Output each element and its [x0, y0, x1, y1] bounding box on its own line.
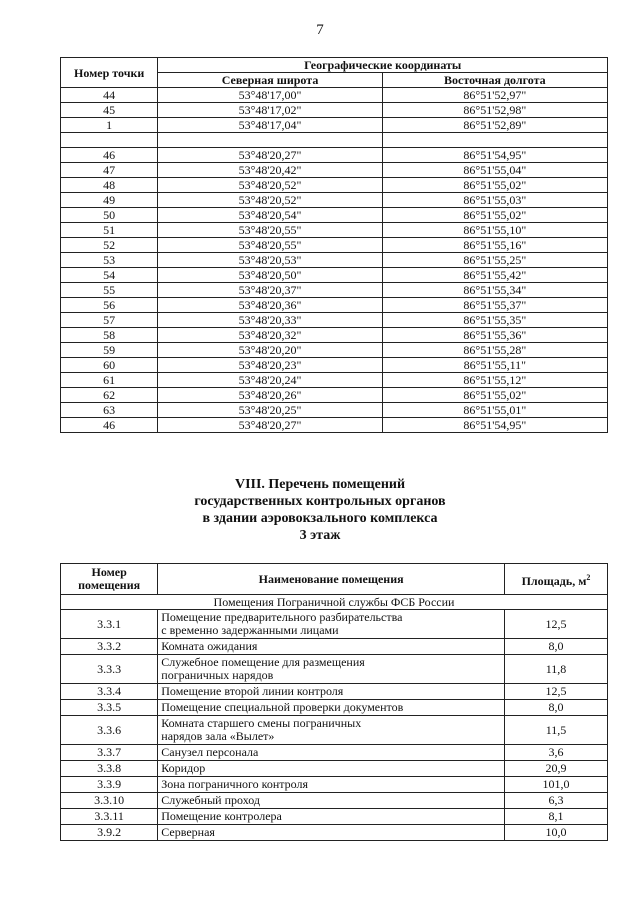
point-number-cell: 46 [61, 418, 158, 433]
room-name-line: с временно задержанными лицами [161, 623, 339, 637]
coordinate-row [61, 373, 608, 388]
room-name-cell [158, 825, 505, 841]
coordinate-row [61, 208, 608, 223]
latitude-cell: 53°48'20,52" [158, 193, 382, 208]
latitude-cell: 53°48'17,04" [158, 118, 382, 133]
section-title-line: VIII. Перечень помещений [234, 477, 406, 492]
room-row [61, 777, 608, 793]
room-number-cell: 3.3.2 [61, 639, 158, 655]
room-number-cell: 3.3.8 [61, 761, 158, 777]
room-area-cell: 12,5 [505, 610, 608, 639]
room-number-cell: 3.3.5 [61, 700, 158, 716]
room-name-line: Комната ожидания [161, 639, 258, 653]
room-name-line: Комната старшего смены пограничных [161, 716, 362, 730]
room-name-cell [158, 716, 505, 745]
room-name-line: Помещение контролера [161, 809, 282, 823]
section-title-line: государственных контрольных органов [194, 494, 446, 509]
room-name-line: Серверная [161, 825, 215, 839]
coordinate-row [61, 418, 608, 433]
latitude-cell: 53°48'20,24" [158, 373, 382, 388]
point-number-cell: 63 [61, 403, 158, 418]
coordinate-row [61, 148, 608, 163]
room-name-line: нарядов зала «Вылет» [161, 729, 275, 743]
longitude-cell: 86°51'55,35" [382, 313, 607, 328]
point-number-cell: 55 [61, 283, 158, 298]
room-number-cell: 3.3.6 [61, 716, 158, 745]
point-number-cell: 62 [61, 388, 158, 403]
room-name-cell [158, 761, 505, 777]
header-room-number-line: помещения [78, 578, 141, 592]
room-name-line: Помещение второй линии контроля [161, 684, 344, 698]
room-name-cell [158, 655, 505, 684]
room-name-cell [158, 745, 505, 761]
coordinate-row [61, 358, 608, 373]
room-row [61, 761, 608, 777]
room-row [61, 700, 608, 716]
coordinates-table [60, 57, 608, 433]
coordinate-row [61, 343, 608, 358]
coordinate-row [61, 193, 608, 208]
point-number-cell: 54 [61, 268, 158, 283]
room-area-cell: 3,6 [505, 745, 608, 761]
point-number-cell: 57 [61, 313, 158, 328]
coordinate-row [61, 298, 608, 313]
point-number-cell: 61 [61, 373, 158, 388]
room-row [61, 793, 608, 809]
point-number-cell: 53 [61, 253, 158, 268]
room-area-cell: 8,0 [505, 639, 608, 655]
room-name-cell [158, 777, 505, 793]
coordinate-row [61, 88, 608, 103]
room-name-line: Коридор [161, 761, 206, 775]
room-area-cell: 6,3 [505, 793, 608, 809]
room-name-cell [158, 809, 505, 825]
coordinate-row [61, 313, 608, 328]
coordinate-row [61, 268, 608, 283]
room-area-cell: 10,0 [505, 825, 608, 841]
header-room-name: Наименование помещения [158, 564, 505, 595]
header-room-area-sup: 2 [586, 572, 591, 582]
room-area-cell: 20,9 [505, 761, 608, 777]
longitude-cell: 86°51'55,11" [382, 358, 607, 373]
room-number-cell: 3.9.2 [61, 825, 158, 841]
point-number-cell: 56 [61, 298, 158, 313]
longitude-cell: 86°51'55,10" [382, 223, 607, 238]
coordinates-block-1 [61, 88, 608, 133]
longitude-cell: 86°51'55,36" [382, 328, 607, 343]
latitude-cell: 53°48'20,55" [158, 238, 382, 253]
point-number-cell: 44 [61, 88, 158, 103]
section-title-line: в здании аэровокзального комплекса [202, 511, 438, 526]
point-number-cell: 46 [61, 148, 158, 163]
coordinates-block-2 [61, 148, 608, 433]
longitude-cell: 86°51'55,34" [382, 283, 607, 298]
page-number: 7 [316, 22, 324, 38]
header-latitude: Северная широта [158, 73, 382, 88]
point-number-cell: 59 [61, 343, 158, 358]
room-row [61, 684, 608, 700]
latitude-cell: 53°48'20,37" [158, 283, 382, 298]
point-number-cell: 47 [61, 163, 158, 178]
coordinate-row [61, 283, 608, 298]
room-area-cell: 8,1 [505, 809, 608, 825]
room-name-line: Служебный проход [161, 793, 260, 807]
longitude-cell: 86°51'54,95" [382, 148, 607, 163]
coordinate-row [61, 118, 608, 133]
coordinate-row [61, 103, 608, 118]
coordinate-row [61, 223, 608, 238]
room-number-cell: 3.3.10 [61, 793, 158, 809]
rooms-table [60, 563, 608, 841]
room-row [61, 655, 608, 684]
longitude-cell: 86°51'55,25" [382, 253, 607, 268]
latitude-cell: 53°48'20,25" [158, 403, 382, 418]
room-row [61, 639, 608, 655]
latitude-cell: 53°48'20,23" [158, 358, 382, 373]
longitude-cell: 86°51'55,03" [382, 193, 607, 208]
room-number-cell: 3.3.7 [61, 745, 158, 761]
point-number-cell: 1 [61, 118, 158, 133]
room-name-cell [158, 684, 505, 700]
room-name-cell [158, 639, 505, 655]
point-number-cell: 51 [61, 223, 158, 238]
room-area-cell: 11,5 [505, 716, 608, 745]
latitude-cell: 53°48'20,27" [158, 148, 382, 163]
room-area-cell: 12,5 [505, 684, 608, 700]
latitude-cell: 53°48'20,54" [158, 208, 382, 223]
latitude-cell: 53°48'20,53" [158, 253, 382, 268]
room-number-cell: 3.3.1 [61, 610, 158, 639]
point-number-cell: 45 [61, 103, 158, 118]
longitude-cell: 86°51'55,12" [382, 373, 607, 388]
room-number-cell: 3.3.9 [61, 777, 158, 793]
longitude-cell: 86°51'55,04" [382, 163, 607, 178]
header-point-number: Номер точки [61, 58, 158, 88]
longitude-cell: 86°51'52,97" [382, 88, 607, 103]
latitude-cell: 53°48'17,02" [158, 103, 382, 118]
longitude-cell: 86°51'52,89" [382, 118, 607, 133]
longitude-cell: 86°51'52,98" [382, 103, 607, 118]
point-number-cell: 49 [61, 193, 158, 208]
latitude-cell: 53°48'20,26" [158, 388, 382, 403]
point-number-cell: 50 [61, 208, 158, 223]
room-name-line: Служебное помещение для размещения [161, 655, 365, 669]
room-number-cell: 3.3.11 [61, 809, 158, 825]
longitude-cell: 86°51'55,28" [382, 343, 607, 358]
room-row [61, 809, 608, 825]
longitude-cell: 86°51'54,95" [382, 418, 607, 433]
header-room-area-label: Площадь, м [521, 573, 587, 588]
coordinates-gap [61, 133, 608, 148]
longitude-cell: 86°51'55,37" [382, 298, 607, 313]
header-room-number-line: Номер [91, 565, 127, 579]
room-row [61, 716, 608, 745]
coordinate-row [61, 163, 608, 178]
coordinate-row [61, 238, 608, 253]
latitude-cell: 53°48'20,50" [158, 268, 382, 283]
room-name-cell [158, 700, 505, 716]
room-number-cell: 3.3.4 [61, 684, 158, 700]
point-number-cell: 58 [61, 328, 158, 343]
latitude-cell: 53°48'20,42" [158, 163, 382, 178]
room-area-cell: 101,0 [505, 777, 608, 793]
coordinate-row [61, 328, 608, 343]
longitude-cell: 86°51'55,02" [382, 208, 607, 223]
room-name-line: Санузел персонала [161, 745, 259, 759]
rooms-body [61, 595, 608, 841]
section-floor: 3 этаж [299, 528, 341, 543]
room-name-cell [158, 610, 505, 639]
latitude-cell: 53°48'20,20" [158, 343, 382, 358]
longitude-cell: 86°51'55,42" [382, 268, 607, 283]
coordinate-row [61, 388, 608, 403]
latitude-cell: 53°48'20,27" [158, 418, 382, 433]
point-number-cell: 52 [61, 238, 158, 253]
room-name-line: пограничных нарядов [161, 668, 274, 682]
room-row [61, 610, 608, 639]
section-title [0, 476, 640, 544]
room-area-cell: 11,8 [505, 655, 608, 684]
point-number-cell: 48 [61, 178, 158, 193]
room-area-cell: 8,0 [505, 700, 608, 716]
longitude-cell: 86°51'55,01" [382, 403, 607, 418]
room-row [61, 825, 608, 841]
room-name-line: Помещение предварительного разбирательства [161, 610, 403, 624]
room-name-line: Помещение специальной проверки документов [161, 700, 404, 714]
latitude-cell: 53°48'20,55" [158, 223, 382, 238]
header-room-number [61, 564, 158, 595]
longitude-cell: 86°51'55,02" [382, 178, 607, 193]
longitude-cell: 86°51'55,02" [382, 388, 607, 403]
room-group-label: Помещения Пограничной службы ФСБ России [61, 595, 608, 610]
latitude-cell: 53°48'17,00" [158, 88, 382, 103]
room-number-cell: 3.3.3 [61, 655, 158, 684]
latitude-cell: 53°48'20,32" [158, 328, 382, 343]
header-room-area [505, 564, 608, 595]
header-longitude: Восточная долгота [382, 73, 607, 88]
room-row [61, 745, 608, 761]
room-name-line: Зона пограничного контроля [161, 777, 309, 791]
coordinate-row [61, 403, 608, 418]
longitude-cell: 86°51'55,16" [382, 238, 607, 253]
latitude-cell: 53°48'20,36" [158, 298, 382, 313]
latitude-cell: 53°48'20,52" [158, 178, 382, 193]
latitude-cell: 53°48'20,33" [158, 313, 382, 328]
coordinate-row [61, 253, 608, 268]
point-number-cell: 60 [61, 358, 158, 373]
header-geo-coordinates: Географические координаты [158, 58, 608, 73]
room-name-cell [158, 793, 505, 809]
coordinate-row [61, 178, 608, 193]
